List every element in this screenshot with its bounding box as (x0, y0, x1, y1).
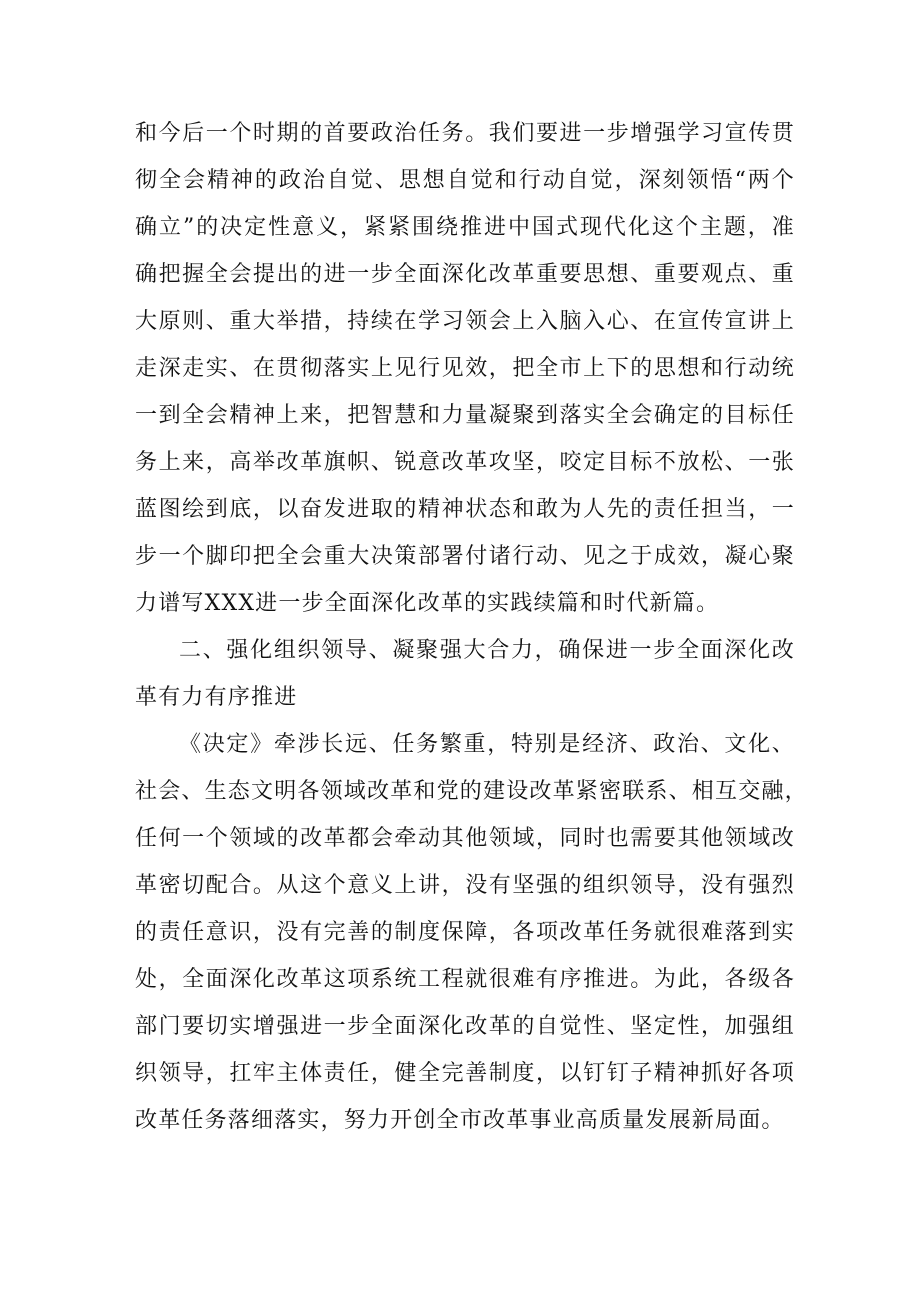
text-line: 改革任务落细落实，努力开创全市改革事业高质量发展新局面。 (135, 1108, 785, 1133)
text-line: 确把握全会提出的进一步全面深化改革重要思想、重要观点、重 (135, 262, 795, 287)
text-line: 革有力有序推进 (135, 685, 298, 710)
text-line: 任何一个领域的改革都会牵动其他领域，同时也需要其他领域改 (135, 826, 795, 851)
text-line: 处，全面深化改革这项系统工程就很难有序推进。为此，各级各 (135, 967, 795, 992)
text-line: 蓝图绘到底，以奋发进取的精神状态和敢为人先的责任担当，一 (135, 497, 795, 522)
text-line: 《决定》牵涉长远、任务繁重，特别是经济、政治、文化、 (179, 732, 795, 757)
paragraph-continuation (135, 110, 795, 627)
text-line: 的责任意识，没有完善的制度保障，各项改革任务就很难落到实 (135, 920, 795, 945)
paragraph-section-2-body (135, 721, 808, 1144)
text-line: 和今后一个时期的首要政治任务。我们要进一步增强学习宣传贯 (135, 121, 795, 146)
text-line: 二、强化组织领导、凝聚强大合力，确保进一步全面深化改 (179, 638, 795, 663)
text-line: 确立”的决定性意义，紧紧围绕推进中国式现代化这个主题，准 (135, 215, 795, 240)
text-line: 一到全会精神上来，把智慧和力量凝聚到落实全会确定的目标任 (135, 403, 795, 428)
section-heading-2 (135, 627, 795, 721)
document-body (135, 110, 808, 1144)
text-line: 彻全会精神的政治自觉、思想自觉和行动自觉，深刻领悟“两个 (135, 168, 795, 193)
text-line: 社会、生态文明各领域改革和党的建设改革紧密联系、相互交融， (135, 779, 808, 804)
text-line: 务上来，高举改革旗帜、锐意改革攻坚，咬定目标不放松、一张 (135, 450, 795, 475)
text-line: 力谱写XXX进一步全面深化改革的实践续篇和时代新篇。 (135, 591, 720, 616)
text-line: 步一个脚印把全会重大决策部署付诸行动、见之于成效，凝心聚 (135, 544, 795, 569)
text-line: 大原则、重大举措，持续在学习领会上入脑入心、在宣传宣讲上 (135, 309, 795, 334)
text-line: 革密切配合。从这个意义上讲，没有坚强的组织领导，没有强烈 (135, 873, 795, 898)
text-line: 走深走实、在贯彻落实上见行见效，把全市上下的思想和行动统 (135, 356, 795, 381)
text-line: 织领导，扛牢主体责任，健全完善制度，以钉钉子精神抓好各项 (135, 1061, 795, 1086)
text-line: 部门要切实增强进一步全面深化改革的自觉性、坚定性，加强组 (135, 1014, 795, 1039)
